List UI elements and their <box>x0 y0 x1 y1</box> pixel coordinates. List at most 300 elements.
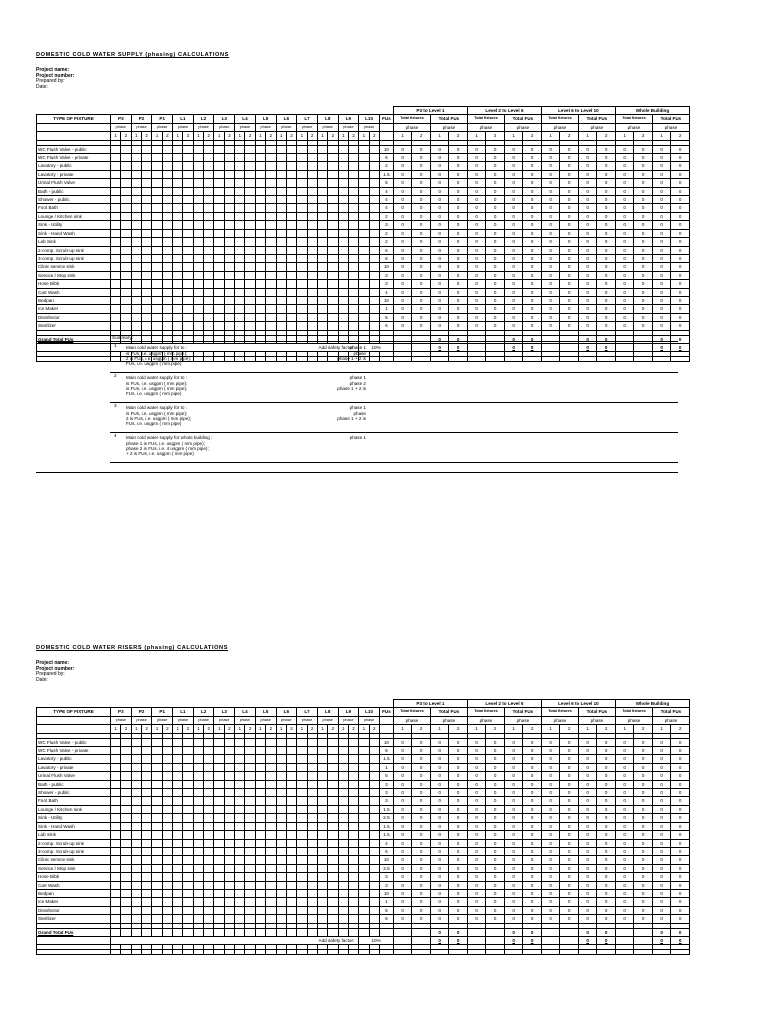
quantity-cell[interactable] <box>152 322 162 330</box>
quantity-cell[interactable] <box>255 254 265 262</box>
quantity-cell[interactable] <box>131 906 141 914</box>
quantity-cell[interactable] <box>276 170 286 178</box>
quantity-cell[interactable] <box>235 296 245 304</box>
quantity-cell[interactable] <box>255 763 265 771</box>
quantity-cell[interactable] <box>266 154 276 162</box>
quantity-cell[interactable] <box>204 196 214 204</box>
quantity-cell[interactable] <box>193 313 203 321</box>
quantity-cell[interactable] <box>297 280 307 288</box>
quantity-cell[interactable] <box>266 889 276 897</box>
quantity-cell[interactable] <box>255 179 265 187</box>
quantity-cell[interactable] <box>235 856 245 864</box>
quantity-cell[interactable] <box>297 839 307 847</box>
quantity-cell[interactable] <box>359 847 369 855</box>
quantity-cell[interactable] <box>307 772 317 780</box>
quantity-cell[interactable] <box>214 889 224 897</box>
quantity-cell[interactable] <box>359 889 369 897</box>
quantity-cell[interactable] <box>307 305 317 313</box>
quantity-cell[interactable] <box>297 772 307 780</box>
quantity-cell[interactable] <box>307 196 317 204</box>
quantity-cell[interactable] <box>245 288 255 296</box>
quantity-cell[interactable] <box>359 805 369 813</box>
quantity-cell[interactable] <box>276 797 286 805</box>
quantity-cell[interactable] <box>111 322 121 330</box>
quantity-cell[interactable] <box>348 906 358 914</box>
quantity-cell[interactable] <box>111 170 121 178</box>
quantity-cell[interactable] <box>348 229 358 237</box>
quantity-cell[interactable] <box>276 856 286 864</box>
quantity-cell[interactable] <box>338 204 348 212</box>
quantity-cell[interactable] <box>152 263 162 271</box>
quantity-cell[interactable] <box>245 196 255 204</box>
quantity-cell[interactable] <box>266 915 276 923</box>
quantity-cell[interactable] <box>214 322 224 330</box>
quantity-cell[interactable] <box>173 170 183 178</box>
quantity-cell[interactable] <box>183 305 193 313</box>
quantity-cell[interactable] <box>204 814 214 822</box>
quantity-cell[interactable] <box>224 847 234 855</box>
quantity-cell[interactable] <box>142 212 152 220</box>
quantity-cell[interactable] <box>317 755 327 763</box>
quantity-cell[interactable] <box>131 738 141 746</box>
quantity-cell[interactable] <box>286 221 296 229</box>
quantity-cell[interactable] <box>359 313 369 321</box>
quantity-cell[interactable] <box>142 229 152 237</box>
quantity-cell[interactable] <box>204 822 214 830</box>
quantity-cell[interactable] <box>359 263 369 271</box>
quantity-cell[interactable] <box>369 313 379 321</box>
quantity-cell[interactable] <box>204 839 214 847</box>
quantity-cell[interactable] <box>111 263 121 271</box>
quantity-cell[interactable] <box>297 814 307 822</box>
quantity-cell[interactable] <box>152 288 162 296</box>
quantity-cell[interactable] <box>204 755 214 763</box>
quantity-cell[interactable] <box>162 780 172 788</box>
quantity-cell[interactable] <box>266 797 276 805</box>
quantity-cell[interactable] <box>183 145 193 153</box>
quantity-cell[interactable] <box>121 212 131 220</box>
quantity-cell[interactable] <box>348 881 358 889</box>
quantity-cell[interactable] <box>173 814 183 822</box>
quantity-cell[interactable] <box>328 898 338 906</box>
quantity-cell[interactable] <box>173 271 183 279</box>
quantity-cell[interactable] <box>111 847 121 855</box>
quantity-cell[interactable] <box>142 839 152 847</box>
quantity-cell[interactable] <box>131 170 141 178</box>
quantity-cell[interactable] <box>204 162 214 170</box>
quantity-cell[interactable] <box>328 915 338 923</box>
quantity-cell[interactable] <box>173 831 183 839</box>
quantity-cell[interactable] <box>214 187 224 195</box>
quantity-cell[interactable] <box>338 772 348 780</box>
quantity-cell[interactable] <box>255 839 265 847</box>
quantity-cell[interactable] <box>131 755 141 763</box>
quantity-cell[interactable] <box>131 229 141 237</box>
quantity-cell[interactable] <box>204 254 214 262</box>
quantity-cell[interactable] <box>266 747 276 755</box>
quantity-cell[interactable] <box>338 839 348 847</box>
quantity-cell[interactable] <box>193 229 203 237</box>
quantity-cell[interactable] <box>131 839 141 847</box>
quantity-cell[interactable] <box>111 780 121 788</box>
quantity-cell[interactable] <box>286 856 296 864</box>
quantity-cell[interactable] <box>307 763 317 771</box>
quantity-cell[interactable] <box>276 889 286 897</box>
quantity-cell[interactable] <box>224 881 234 889</box>
quantity-cell[interactable] <box>286 179 296 187</box>
quantity-cell[interactable] <box>276 187 286 195</box>
quantity-cell[interactable] <box>162 246 172 254</box>
quantity-cell[interactable] <box>131 271 141 279</box>
quantity-cell[interactable] <box>142 221 152 229</box>
quantity-cell[interactable] <box>142 305 152 313</box>
quantity-cell[interactable] <box>142 170 152 178</box>
quantity-cell[interactable] <box>183 772 193 780</box>
quantity-cell[interactable] <box>142 263 152 271</box>
quantity-cell[interactable] <box>369 246 379 254</box>
quantity-cell[interactable] <box>359 229 369 237</box>
quantity-cell[interactable] <box>214 755 224 763</box>
quantity-cell[interactable] <box>255 789 265 797</box>
quantity-cell[interactable] <box>162 288 172 296</box>
quantity-cell[interactable] <box>142 797 152 805</box>
quantity-cell[interactable] <box>183 229 193 237</box>
quantity-cell[interactable] <box>235 187 245 195</box>
quantity-cell[interactable] <box>183 839 193 847</box>
quantity-cell[interactable] <box>328 847 338 855</box>
quantity-cell[interactable] <box>297 145 307 153</box>
quantity-cell[interactable] <box>162 881 172 889</box>
quantity-cell[interactable] <box>131 763 141 771</box>
quantity-cell[interactable] <box>152 755 162 763</box>
quantity-cell[interactable] <box>338 856 348 864</box>
quantity-cell[interactable] <box>173 246 183 254</box>
quantity-cell[interactable] <box>369 238 379 246</box>
quantity-cell[interactable] <box>173 889 183 897</box>
quantity-cell[interactable] <box>183 747 193 755</box>
quantity-cell[interactable] <box>338 780 348 788</box>
quantity-cell[interactable] <box>111 805 121 813</box>
quantity-cell[interactable] <box>317 187 327 195</box>
quantity-cell[interactable] <box>338 305 348 313</box>
quantity-cell[interactable] <box>286 212 296 220</box>
quantity-cell[interactable] <box>348 288 358 296</box>
quantity-cell[interactable] <box>317 881 327 889</box>
quantity-cell[interactable] <box>317 221 327 229</box>
quantity-cell[interactable] <box>162 831 172 839</box>
quantity-cell[interactable] <box>245 856 255 864</box>
safety-factor-value[interactable]: 10% <box>359 343 394 351</box>
quantity-cell[interactable] <box>286 881 296 889</box>
quantity-cell[interactable] <box>152 805 162 813</box>
quantity-cell[interactable] <box>255 814 265 822</box>
quantity-cell[interactable] <box>317 280 327 288</box>
quantity-cell[interactable] <box>297 170 307 178</box>
quantity-cell[interactable] <box>152 831 162 839</box>
quantity-cell[interactable] <box>111 187 121 195</box>
quantity-cell[interactable] <box>193 847 203 855</box>
quantity-cell[interactable] <box>131 154 141 162</box>
quantity-cell[interactable] <box>193 204 203 212</box>
quantity-cell[interactable] <box>235 238 245 246</box>
quantity-cell[interactable] <box>255 204 265 212</box>
quantity-cell[interactable] <box>193 162 203 170</box>
quantity-cell[interactable] <box>204 915 214 923</box>
quantity-cell[interactable] <box>297 755 307 763</box>
quantity-cell[interactable] <box>224 263 234 271</box>
quantity-cell[interactable] <box>307 246 317 254</box>
quantity-cell[interactable] <box>142 238 152 246</box>
quantity-cell[interactable] <box>276 229 286 237</box>
quantity-cell[interactable] <box>255 755 265 763</box>
quantity-cell[interactable] <box>183 204 193 212</box>
quantity-cell[interactable] <box>204 204 214 212</box>
quantity-cell[interactable] <box>224 831 234 839</box>
quantity-cell[interactable] <box>214 280 224 288</box>
quantity-cell[interactable] <box>214 873 224 881</box>
quantity-cell[interactable] <box>152 814 162 822</box>
quantity-cell[interactable] <box>317 864 327 872</box>
quantity-cell[interactable] <box>369 288 379 296</box>
quantity-cell[interactable] <box>204 145 214 153</box>
quantity-cell[interactable] <box>131 246 141 254</box>
quantity-cell[interactable] <box>152 170 162 178</box>
quantity-cell[interactable] <box>193 145 203 153</box>
quantity-cell[interactable] <box>111 204 121 212</box>
quantity-cell[interactable] <box>297 154 307 162</box>
quantity-cell[interactable] <box>255 881 265 889</box>
quantity-cell[interactable] <box>276 246 286 254</box>
quantity-cell[interactable] <box>224 805 234 813</box>
quantity-cell[interactable] <box>276 763 286 771</box>
quantity-cell[interactable] <box>121 263 131 271</box>
quantity-cell[interactable] <box>297 747 307 755</box>
quantity-cell[interactable] <box>162 187 172 195</box>
safety-factor-value[interactable]: 10% <box>359 936 394 944</box>
quantity-cell[interactable] <box>338 313 348 321</box>
quantity-cell[interactable] <box>183 263 193 271</box>
quantity-cell[interactable] <box>152 187 162 195</box>
quantity-cell[interactable] <box>317 839 327 847</box>
quantity-cell[interactable] <box>359 271 369 279</box>
quantity-cell[interactable] <box>369 839 379 847</box>
quantity-cell[interactable] <box>193 179 203 187</box>
quantity-cell[interactable] <box>224 864 234 872</box>
quantity-cell[interactable] <box>224 747 234 755</box>
quantity-cell[interactable] <box>214 856 224 864</box>
quantity-cell[interactable] <box>183 906 193 914</box>
quantity-cell[interactable] <box>152 204 162 212</box>
quantity-cell[interactable] <box>245 805 255 813</box>
quantity-cell[interactable] <box>193 873 203 881</box>
quantity-cell[interactable] <box>307 212 317 220</box>
quantity-cell[interactable] <box>255 738 265 746</box>
quantity-cell[interactable] <box>131 797 141 805</box>
quantity-cell[interactable] <box>183 162 193 170</box>
quantity-cell[interactable] <box>193 805 203 813</box>
quantity-cell[interactable] <box>162 271 172 279</box>
quantity-cell[interactable] <box>317 847 327 855</box>
quantity-cell[interactable] <box>121 797 131 805</box>
quantity-cell[interactable] <box>276 831 286 839</box>
quantity-cell[interactable] <box>214 313 224 321</box>
quantity-cell[interactable] <box>162 755 172 763</box>
quantity-cell[interactable] <box>173 864 183 872</box>
quantity-cell[interactable] <box>317 162 327 170</box>
quantity-cell[interactable] <box>131 145 141 153</box>
quantity-cell[interactable] <box>204 221 214 229</box>
quantity-cell[interactable] <box>142 889 152 897</box>
quantity-cell[interactable] <box>131 322 141 330</box>
quantity-cell[interactable] <box>183 212 193 220</box>
quantity-cell[interactable] <box>255 805 265 813</box>
quantity-cell[interactable] <box>359 763 369 771</box>
quantity-cell[interactable] <box>338 145 348 153</box>
quantity-cell[interactable] <box>162 162 172 170</box>
quantity-cell[interactable] <box>204 873 214 881</box>
quantity-cell[interactable] <box>276 898 286 906</box>
quantity-cell[interactable] <box>173 238 183 246</box>
quantity-cell[interactable] <box>369 271 379 279</box>
quantity-cell[interactable] <box>245 797 255 805</box>
quantity-cell[interactable] <box>328 881 338 889</box>
quantity-cell[interactable] <box>369 162 379 170</box>
quantity-cell[interactable] <box>317 797 327 805</box>
quantity-cell[interactable] <box>317 780 327 788</box>
quantity-cell[interactable] <box>255 170 265 178</box>
quantity-cell[interactable] <box>317 204 327 212</box>
quantity-cell[interactable] <box>255 915 265 923</box>
quantity-cell[interactable] <box>224 322 234 330</box>
quantity-cell[interactable] <box>224 822 234 830</box>
quantity-cell[interactable] <box>131 162 141 170</box>
quantity-cell[interactable] <box>162 873 172 881</box>
quantity-cell[interactable] <box>183 889 193 897</box>
quantity-cell[interactable] <box>214 212 224 220</box>
quantity-cell[interactable] <box>193 254 203 262</box>
quantity-cell[interactable] <box>111 864 121 872</box>
quantity-cell[interactable] <box>348 873 358 881</box>
quantity-cell[interactable] <box>369 856 379 864</box>
quantity-cell[interactable] <box>297 906 307 914</box>
quantity-cell[interactable] <box>245 238 255 246</box>
quantity-cell[interactable] <box>152 305 162 313</box>
quantity-cell[interactable] <box>307 831 317 839</box>
quantity-cell[interactable] <box>286 254 296 262</box>
quantity-cell[interactable] <box>307 280 317 288</box>
quantity-cell[interactable] <box>183 856 193 864</box>
quantity-cell[interactable] <box>369 831 379 839</box>
quantity-cell[interactable] <box>235 839 245 847</box>
quantity-cell[interactable] <box>214 831 224 839</box>
quantity-cell[interactable] <box>193 881 203 889</box>
quantity-cell[interactable] <box>328 254 338 262</box>
quantity-cell[interactable] <box>152 162 162 170</box>
quantity-cell[interactable] <box>131 915 141 923</box>
quantity-cell[interactable] <box>317 296 327 304</box>
quantity-cell[interactable] <box>348 179 358 187</box>
quantity-cell[interactable] <box>266 229 276 237</box>
quantity-cell[interactable] <box>131 263 141 271</box>
quantity-cell[interactable] <box>348 738 358 746</box>
quantity-cell[interactable] <box>142 747 152 755</box>
quantity-cell[interactable] <box>369 772 379 780</box>
quantity-cell[interactable] <box>183 864 193 872</box>
quantity-cell[interactable] <box>152 747 162 755</box>
quantity-cell[interactable] <box>111 763 121 771</box>
quantity-cell[interactable] <box>245 280 255 288</box>
quantity-cell[interactable] <box>338 822 348 830</box>
quantity-cell[interactable] <box>359 238 369 246</box>
quantity-cell[interactable] <box>142 296 152 304</box>
quantity-cell[interactable] <box>162 763 172 771</box>
quantity-cell[interactable] <box>286 288 296 296</box>
quantity-cell[interactable] <box>183 179 193 187</box>
quantity-cell[interactable] <box>162 313 172 321</box>
quantity-cell[interactable] <box>359 212 369 220</box>
quantity-cell[interactable] <box>183 797 193 805</box>
quantity-cell[interactable] <box>297 864 307 872</box>
quantity-cell[interactable] <box>121 839 131 847</box>
quantity-cell[interactable] <box>317 822 327 830</box>
quantity-cell[interactable] <box>131 212 141 220</box>
quantity-cell[interactable] <box>111 789 121 797</box>
quantity-cell[interactable] <box>183 221 193 229</box>
quantity-cell[interactable] <box>286 305 296 313</box>
quantity-cell[interactable] <box>317 238 327 246</box>
quantity-cell[interactable] <box>224 229 234 237</box>
quantity-cell[interactable] <box>224 763 234 771</box>
quantity-cell[interactable] <box>193 763 203 771</box>
quantity-cell[interactable] <box>307 789 317 797</box>
quantity-cell[interactable] <box>204 805 214 813</box>
quantity-cell[interactable] <box>276 772 286 780</box>
quantity-cell[interactable] <box>328 170 338 178</box>
quantity-cell[interactable] <box>266 196 276 204</box>
quantity-cell[interactable] <box>276 204 286 212</box>
quantity-cell[interactable] <box>173 881 183 889</box>
quantity-cell[interactable] <box>183 763 193 771</box>
quantity-cell[interactable] <box>235 145 245 153</box>
quantity-cell[interactable] <box>111 154 121 162</box>
quantity-cell[interactable] <box>338 196 348 204</box>
quantity-cell[interactable] <box>131 313 141 321</box>
quantity-cell[interactable] <box>255 145 265 153</box>
quantity-cell[interactable] <box>276 915 286 923</box>
quantity-cell[interactable] <box>224 280 234 288</box>
quantity-cell[interactable] <box>328 187 338 195</box>
quantity-cell[interactable] <box>162 212 172 220</box>
quantity-cell[interactable] <box>359 305 369 313</box>
quantity-cell[interactable] <box>245 814 255 822</box>
quantity-cell[interactable] <box>235 322 245 330</box>
quantity-cell[interactable] <box>173 847 183 855</box>
quantity-cell[interactable] <box>235 738 245 746</box>
quantity-cell[interactable] <box>131 221 141 229</box>
quantity-cell[interactable] <box>338 162 348 170</box>
quantity-cell[interactable] <box>193 170 203 178</box>
quantity-cell[interactable] <box>111 814 121 822</box>
quantity-cell[interactable] <box>111 221 121 229</box>
quantity-cell[interactable] <box>173 789 183 797</box>
quantity-cell[interactable] <box>276 263 286 271</box>
quantity-cell[interactable] <box>183 238 193 246</box>
quantity-cell[interactable] <box>286 246 296 254</box>
quantity-cell[interactable] <box>359 772 369 780</box>
quantity-cell[interactable] <box>162 254 172 262</box>
quantity-cell[interactable] <box>111 238 121 246</box>
quantity-cell[interactable] <box>307 263 317 271</box>
